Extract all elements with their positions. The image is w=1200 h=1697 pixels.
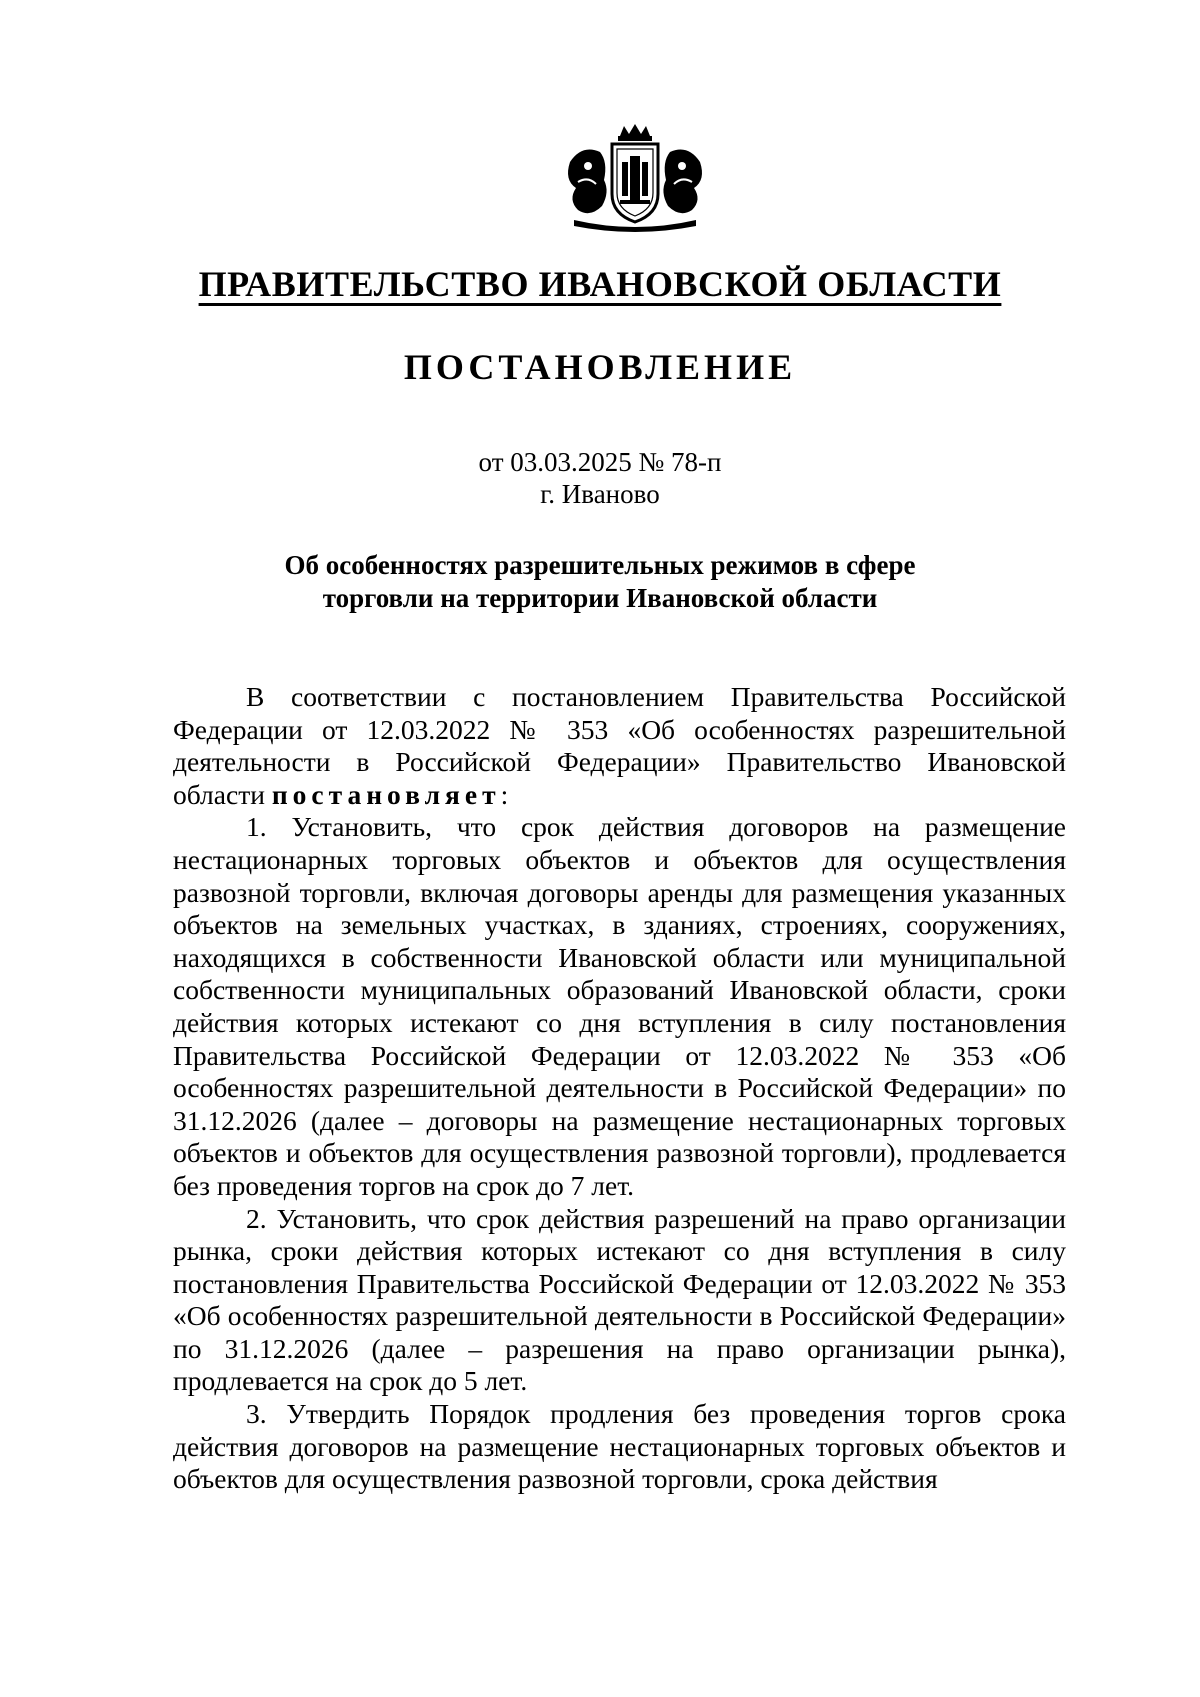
item-3-paragraph: 3. Утвердить Порядок продления без проведения торгов срока действия договоров на размещение нестационарных торговых объектов и объектов для осуществления развозной торговли, срока действия (173, 1398, 1066, 1495)
date-and-number: от 03.03.2025 № 78-п (478, 447, 722, 477)
item-2-paragraph: 2. Установить, что срок действия разрешений на право организации рынка, сроки действия которых истекают со дня вступления в силу постановления Правительства Российской Федерации от 12.03.2022 № 353 «Об особенностях разрешительной деятельности в Российской Федерации» по 31.12.2026 (далее – разрешения на право организации рынка), продлевается на срок до 5 лет. (173, 1202, 1066, 1397)
decree-word: постановляет (271, 778, 501, 810)
ivanovo-coat-of-arms-icon (560, 122, 710, 234)
decree-colon: : (500, 778, 509, 810)
item-1-paragraph: 1. Установить, что срок действия договоров на размещение нестационарных торговых объектов и объектов для осуществления развозной торговли, включая договоры аренды для размещения указанных объектов на земельных участках, в зданиях, строениях, сооружениях, находящихся в собственности Ивановской области или муниципальной собственности муниципальных образований Ивановской области, сроки действия которых истекают со дня вступления в силу постановления Правительства Российской Федерации от 12.03.2022 № 353 «Об особенностях разрешительной деятельности в Российской Федерации» по 31.12.2026 (далее – договоры на размещение нестационарных торговых объектов и объектов для осуществления развозной торговли), продлевается без проведения торгов на срок до 7 лет. (173, 811, 1066, 1201)
document-subject (180, 549, 1020, 615)
preamble-paragraph (173, 681, 1066, 811)
subject-line-2: торговли на территории Ивановской области (322, 583, 878, 613)
preamble-text: В соответствии с постановлением Правительства Российской Федерации от 12.03.2022 № 353 «Об особенностях разрешительной деятельности в Российской Федерации» Правительство Ивановской области (173, 681, 1066, 810)
subject-line-1: Об особенностях разрешительных режимов в сфере (284, 550, 916, 580)
organization-title: ПРАВИТЕЛЬСТВО ИВАНОВСКОЙ ОБЛАСТИ (198, 264, 1002, 304)
document-meta (150, 446, 1050, 510)
document-body (173, 681, 1066, 1496)
document-type-heading: ПОСТАНОВЛЕНИЕ (403, 347, 797, 387)
city: г. Иваново (540, 479, 660, 509)
